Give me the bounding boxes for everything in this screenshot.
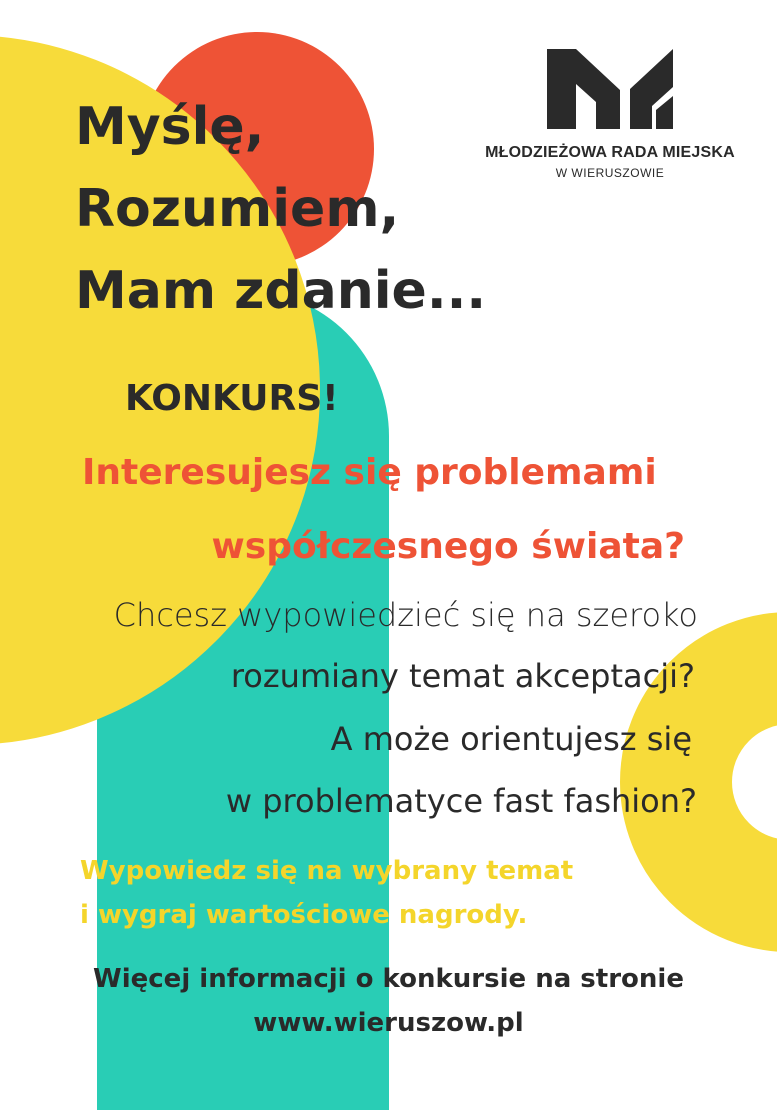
cta-line-2: i wygraj wartościowe nagrody. (80, 900, 528, 930)
question-2-line-2: rozumiany temat akceptacji? (230, 657, 695, 695)
info-line-1: Więcej informacji o konkursie na stronie (93, 964, 684, 994)
info-url: www.wieruszow.pl (253, 1008, 524, 1038)
question-3-line-2: w problematyce fast fashion? (225, 782, 697, 820)
headline-line-3: Mam zdanie... (75, 261, 487, 321)
headline-line-2: Rozumiem, (75, 179, 400, 239)
headline (75, 86, 486, 332)
question-1-line-1: Interesujesz się problemami (82, 452, 657, 493)
logo (480, 44, 740, 184)
headline-line-1: Myślę, (75, 97, 265, 157)
logo-org-name: MŁODZIEŻOWA RADA MIEJSKA (485, 144, 735, 161)
question-2-line-1: Chcesz wypowiedzieć się na szeroko (113, 596, 698, 634)
cta-line-1: Wypowiedz się na wybrany temat (80, 856, 574, 886)
question-1-line-2: współczesnego świata? (211, 526, 685, 567)
contest-title: KONKURS! (125, 378, 339, 419)
question-3-line-1: A może orientujesz się (330, 720, 692, 758)
logo-org-place: W WIERUSZOWIE (555, 166, 665, 180)
logo-m-icon (480, 44, 740, 139)
